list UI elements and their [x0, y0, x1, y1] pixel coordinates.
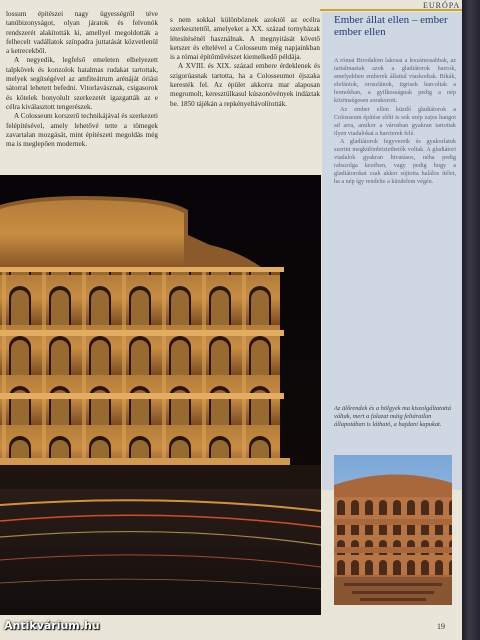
paragraph: A XVIII. és XIX. század embere érdeklenek és szigorúasnak tartotta, ha a Colosseumot éjszaka keresték fel. Az épület akkorra mar alaposan megromolt, keresztülkasul kúszonövények indáztak be. 1850 tájékán a repkényeltávolították.: [170, 62, 320, 108]
paragraph: A gladiátorok fegyvereik és gyakorlatuk szerint megkülönböztethetők voltak. A gladiátori viadalok gyakran hivatásos, néha pedig rabszolga kezében, vagy pedig hogy a gladiátorokat csak akkor sújtotta halálos ítélet, ha a nép így rendelte a küzdelem végén.: [334, 137, 456, 186]
sidebar-text: [334, 57, 456, 187]
text-column-middle: [170, 16, 320, 109]
sidebar-title: Ember állat ellen – ember ember ellen: [334, 14, 448, 38]
colosseum-night-photo: [0, 175, 321, 615]
paragraph: lossum építészei nagy ügyességről téve tanúbizonyságot, olyan járatok és felvonók rendszerét alakították ki, amellyel megoldották a felhecelt vadállatok színpadra juttatását közvetlenül a ketrecekből.: [6, 10, 158, 56]
book-binding: [462, 0, 480, 640]
paragraph: s nem sokkal különböznek azoktól az ecélra szerkesztettől, amelyeket a XX. század tornyházak létesítésénél használnak. A megnyitását követő ketszer és eltelével a Colosseum még napjainkban is a római építőművészet kiemelkedő példája.: [170, 16, 320, 62]
watermark: Antikvárium.hu: [4, 619, 100, 632]
paragraph: Az ember ellen küzdő gladiátorok a Colosseum építése előtt is sok szép zajos hangot ad arra, amikor a városban gyakran tartottak ilyen viadalokat a harcterek felé.: [334, 105, 456, 137]
paragraph: A római Birodalom lakosai a leszámosabbak, az tartalmaztak azok a gladiátorok harcok, amelyekben emberek állattal viaskodtak. Bikák, elefántok, oroszlánok, tigrisek harcoltak a homokban, a gyilkosságnak pedig a nép közönségesen sorakozott.: [334, 57, 456, 105]
paragraph: A negyedik, legfelső emeleten elhelyezett talpkövek és konzolok hatalmas rudakat tartottak, melyek segítségével az amfiteátrum arénáját óriási sátorral lehetett befedni. Vitorlavásznak, csigasorok és kötelek bonyolult szerkezetét igazgatták az e célra kiválasztott tengerészek.: [6, 56, 158, 111]
photo-caption: Az ülőrendek és a hölgyek ma kiszolgáltatottá váltak, mert a falazat máig feltáratlan állapotában is látható, a hajdani kapukat.: [334, 405, 451, 428]
page-number: 19: [437, 622, 445, 631]
section-label: EURÓPA: [423, 1, 461, 10]
paragraph: A Colosseum korszerű technikájával és szerkezeti felépítésével, amely lehetővé tette a tömegek zavartalan mozgását, mint építészeti megoldás még ma is meglepően modernek.: [6, 112, 158, 149]
text-column-left: [6, 10, 158, 149]
colosseum-interior-photo: [334, 455, 452, 605]
